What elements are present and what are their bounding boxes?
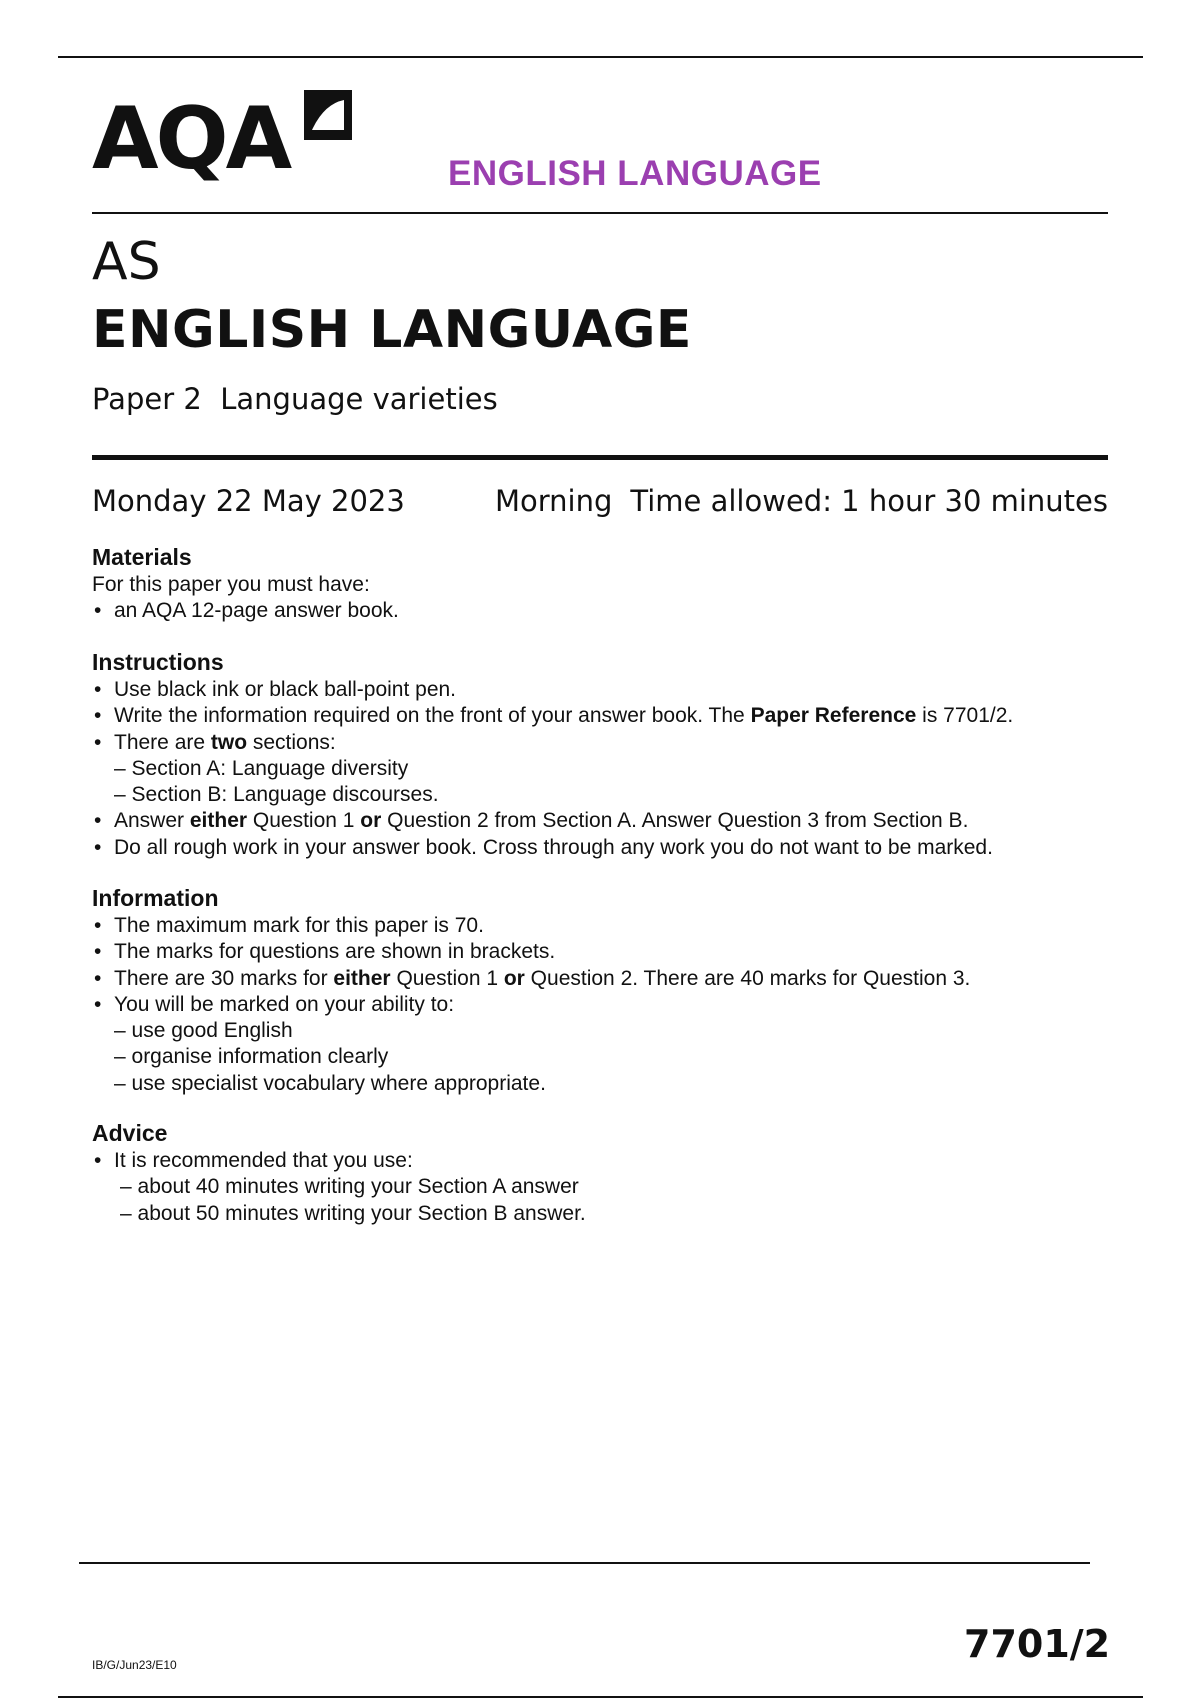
advice-list: [92, 1148, 586, 1227]
aqa-leaf-icon: [300, 86, 356, 146]
title-thick-rule: [92, 455, 1108, 460]
top-rule: [58, 56, 1143, 58]
information-heading: Information: [92, 885, 219, 911]
information-item: • There are 30 marks for either Question 1 or Question 2. There are 40 marks for Question 3.: [92, 966, 970, 992]
document-reference: IB/G/Jun23/E10: [92, 1658, 177, 1672]
paper-code: 7701/2: [964, 1622, 1111, 1666]
instruction-item: • There are two sections:: [92, 730, 1013, 756]
information-item: • You will be marked on your ability to:: [92, 992, 970, 1018]
advice-heading: Advice: [92, 1120, 168, 1146]
materials-list: [92, 572, 399, 625]
time-allowed: Time allowed: 1 hour 30 minutes: [630, 484, 1108, 518]
instruction-item: • Do all rough work in your answer book. Cross through any work you do not want to be marked.: [92, 835, 1013, 861]
information-item: • The marks for questions are shown in brackets.: [92, 939, 970, 965]
instructions-heading: Instructions: [92, 649, 224, 675]
information-list: [92, 913, 970, 1097]
instruction-subitem: – Section B: Language discourses.: [114, 783, 439, 807]
header-rule: [92, 212, 1108, 214]
aqa-logo: [92, 86, 362, 189]
instruction-item: • Use black ink or black ball-point pen.: [92, 677, 1013, 703]
materials-heading: Materials: [92, 544, 192, 570]
instruction-item: • Answer either Question 1 or Question 2 from Section A. Answer Question 3 from Section B.: [92, 808, 1013, 834]
advice-subitem: – about 40 minutes writing your Section A answer: [120, 1175, 579, 1199]
exam-date: Monday 22 May 2023: [92, 484, 405, 518]
footer-rule: [79, 1562, 1090, 1564]
subject-banner: ENGLISH LANGUAGE: [448, 154, 822, 193]
qualification-level: AS: [92, 232, 161, 292]
instructions-list: [92, 677, 1013, 861]
instruction-item: • Write the information required on the front of your answer book. The Paper Reference is 7701/2.: [92, 703, 1013, 729]
materials-item: • an AQA 12-page answer book.: [92, 598, 399, 624]
information-item: • The maximum mark for this paper is 70.: [92, 913, 970, 939]
advice-subitem: – about 50 minutes writing your Section B answer.: [120, 1201, 586, 1225]
information-subitem: – use specialist vocabulary where appropriate.: [114, 1071, 546, 1095]
page-title: ENGLISH LANGUAGE: [92, 300, 692, 360]
logo-text: AQA: [92, 89, 290, 189]
bottom-rule: [58, 1696, 1143, 1698]
instruction-subitem: – Section A: Language diversity: [114, 756, 409, 780]
advice-item: • It is recommended that you use:: [92, 1148, 586, 1174]
paper-name: Paper 2 Language varieties: [92, 382, 498, 416]
exam-session: Morning: [495, 484, 613, 518]
materials-intro: For this paper you must have:: [92, 573, 370, 596]
information-subitem: – organise information clearly: [114, 1045, 389, 1069]
information-subitem: – use good English: [114, 1019, 293, 1043]
